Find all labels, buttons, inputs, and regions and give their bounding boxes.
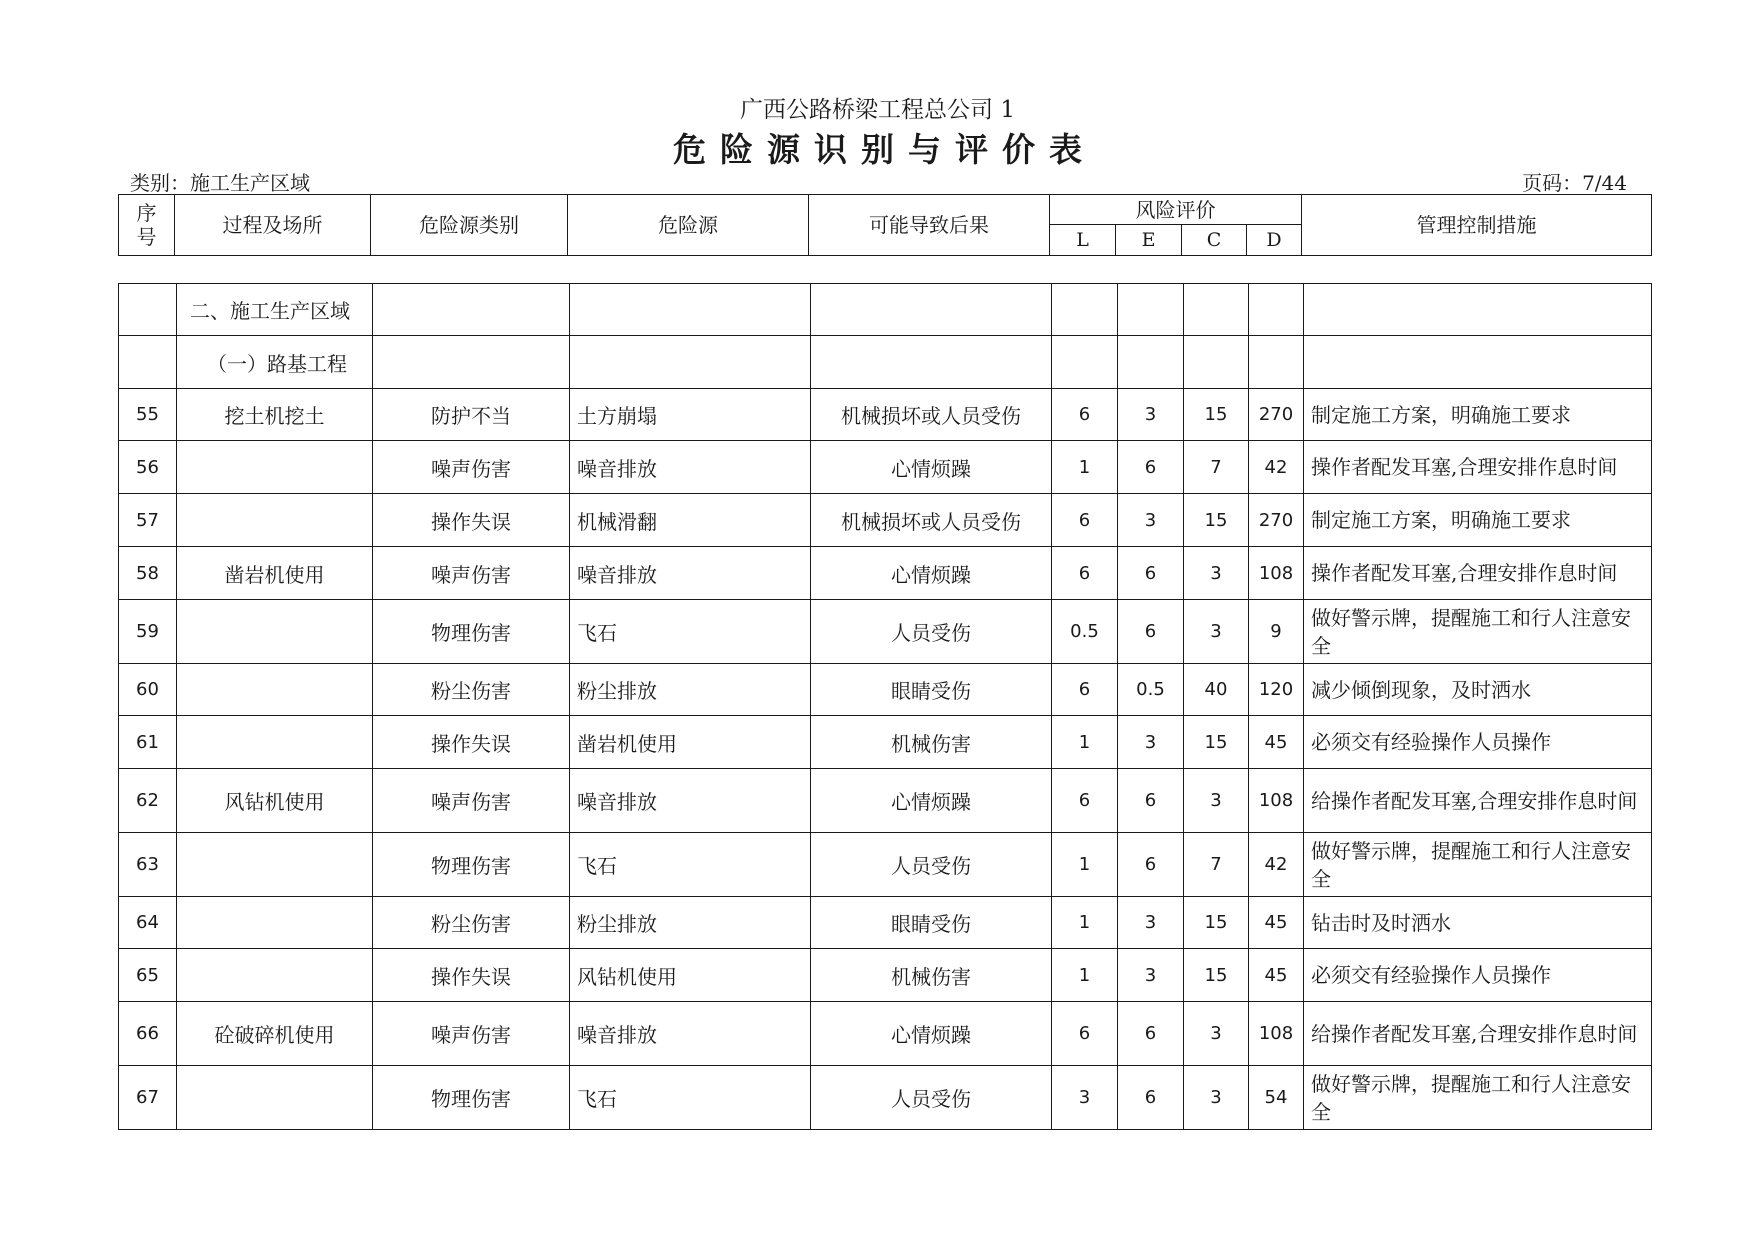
- l-value: 0.5: [1052, 600, 1118, 664]
- d-value: 108: [1249, 769, 1304, 833]
- e-value: 3: [1118, 897, 1184, 949]
- d-value: 54: [1249, 1066, 1304, 1130]
- header-c: C: [1182, 225, 1247, 256]
- d-value: 45: [1249, 716, 1304, 769]
- process-cell: [177, 441, 373, 494]
- c-value: 15: [1184, 716, 1249, 769]
- d-value: 108: [1249, 547, 1304, 600]
- hazard-cell: 机械滑翻: [570, 494, 811, 547]
- e-value: 3: [1118, 389, 1184, 441]
- measure-cell: 给操作者配发耳塞,合理安排作息时间: [1304, 769, 1652, 833]
- header-seq-line2: 号: [136, 225, 157, 249]
- hazard-cell: 噪音排放: [570, 769, 811, 833]
- subsection-title: （一）路基工程: [177, 336, 373, 389]
- consequence-cell: 机械损坏或人员受伤: [811, 389, 1052, 441]
- header-l: L: [1050, 225, 1116, 256]
- l-value: 1: [1052, 897, 1118, 949]
- header-e: E: [1116, 225, 1182, 256]
- table-row: [119, 441, 1652, 494]
- d-value: 42: [1249, 833, 1304, 897]
- hazard-cell: 飞石: [570, 1066, 811, 1130]
- consequence-cell: 机械损坏或人员受伤: [811, 494, 1052, 547]
- page-number: 页码：7/44: [1522, 171, 1627, 195]
- process-cell: [177, 1066, 373, 1130]
- consequence-cell: 心情烦躁: [811, 1002, 1052, 1066]
- table-row: [119, 769, 1652, 833]
- d-value: 270: [1249, 389, 1304, 441]
- category-label: 类别：施工生产区域: [130, 171, 310, 195]
- l-value: 1: [1052, 949, 1118, 1002]
- hazard-type-cell: 防护不当: [373, 389, 570, 441]
- d-value: 108: [1249, 1002, 1304, 1066]
- e-value: 6: [1118, 441, 1184, 494]
- row-number: 56: [119, 441, 177, 494]
- row-number: 63: [119, 833, 177, 897]
- table-row: [119, 833, 1652, 897]
- e-value: 6: [1118, 769, 1184, 833]
- process-cell: 风钻机使用: [177, 769, 373, 833]
- c-value: 40: [1184, 664, 1249, 716]
- table-row: [119, 716, 1652, 769]
- c-value: 15: [1184, 897, 1249, 949]
- measure-cell: 必须交有经验操作人员操作: [1304, 949, 1652, 1002]
- process-cell: [177, 949, 373, 1002]
- hazard-cell: 土方崩塌: [570, 389, 811, 441]
- process-cell: 挖土机挖土: [177, 389, 373, 441]
- table-row: [119, 897, 1652, 949]
- row-number: 62: [119, 769, 177, 833]
- table-row: [119, 547, 1652, 600]
- company-name: 广西公路桥梁工程总公司 1: [740, 97, 1015, 123]
- process-cell: [177, 897, 373, 949]
- table-row: [119, 1066, 1652, 1130]
- e-value: 6: [1118, 1002, 1184, 1066]
- hazard-cell: 粉尘排放: [570, 664, 811, 716]
- table-row: [119, 949, 1652, 1002]
- process-cell: [177, 716, 373, 769]
- c-value: 15: [1184, 389, 1249, 441]
- d-value: 270: [1249, 494, 1304, 547]
- l-value: 1: [1052, 833, 1118, 897]
- l-value: 6: [1052, 769, 1118, 833]
- l-value: 6: [1052, 1002, 1118, 1066]
- consequence-cell: 人员受伤: [811, 600, 1052, 664]
- header-risk: 风险评价: [1050, 195, 1302, 225]
- header-measures: 管理控制措施: [1302, 195, 1652, 256]
- hazard-cell: 噪音排放: [570, 547, 811, 600]
- header-consequence: 可能导致后果: [809, 195, 1050, 256]
- e-value: 6: [1118, 1066, 1184, 1130]
- consequence-cell: 心情烦躁: [811, 441, 1052, 494]
- hazard-type-cell: 粉尘伤害: [373, 897, 570, 949]
- row-number: 59: [119, 600, 177, 664]
- measure-cell: 做好警示牌，提醒施工和行人注意安全: [1304, 1066, 1652, 1130]
- table-row: [119, 664, 1652, 716]
- hazard-type-cell: 噪声伤害: [373, 1002, 570, 1066]
- c-value: 3: [1184, 1066, 1249, 1130]
- measure-cell: 做好警示牌，提醒施工和行人注意安全: [1304, 600, 1652, 664]
- table-row: [119, 494, 1652, 547]
- row-number: 55: [119, 389, 177, 441]
- section-title: 二、施工生产区域: [177, 284, 373, 336]
- process-cell: [177, 494, 373, 547]
- header-hazard: 危险源: [568, 195, 809, 256]
- row-number: 58: [119, 547, 177, 600]
- l-value: 1: [1052, 716, 1118, 769]
- consequence-cell: 机械伤害: [811, 716, 1052, 769]
- table-row: [119, 1002, 1652, 1066]
- hazard-cell: 凿岩机使用: [570, 716, 811, 769]
- header-seq: [119, 195, 175, 256]
- process-cell: [177, 600, 373, 664]
- document-title: 危险源识别与评价表: [673, 130, 1096, 169]
- process-cell: [177, 664, 373, 716]
- c-value: 7: [1184, 441, 1249, 494]
- hazard-type-cell: 操作失误: [373, 949, 570, 1002]
- c-value: 3: [1184, 769, 1249, 833]
- measure-cell: 操作者配发耳塞,合理安排作息时间: [1304, 441, 1652, 494]
- d-value: 120: [1249, 664, 1304, 716]
- e-value: 3: [1118, 949, 1184, 1002]
- measure-cell: 钻击时及时洒水: [1304, 897, 1652, 949]
- measure-cell: 减少倾倒现象，及时洒水: [1304, 664, 1652, 716]
- hazard-cell: 粉尘排放: [570, 897, 811, 949]
- d-value: 9: [1249, 600, 1304, 664]
- consequence-cell: 心情烦躁: [811, 547, 1052, 600]
- hazard-cell: 噪音排放: [570, 441, 811, 494]
- measure-cell: 必须交有经验操作人员操作: [1304, 716, 1652, 769]
- e-value: 6: [1118, 833, 1184, 897]
- d-value: 42: [1249, 441, 1304, 494]
- hazard-type-cell: 粉尘伤害: [373, 664, 570, 716]
- row-number: 60: [119, 664, 177, 716]
- header-process: 过程及场所: [175, 195, 371, 256]
- table-row: [119, 600, 1652, 664]
- hazard-cell: 风钻机使用: [570, 949, 811, 1002]
- l-value: 6: [1052, 547, 1118, 600]
- section-row: [119, 284, 1652, 336]
- c-value: 3: [1184, 1002, 1249, 1066]
- l-value: 3: [1052, 1066, 1118, 1130]
- e-value: 6: [1118, 547, 1184, 600]
- hazard-type-cell: 物理伤害: [373, 1066, 570, 1130]
- hazard-type-cell: 噪声伤害: [373, 547, 570, 600]
- measure-cell: 做好警示牌，提醒施工和行人注意安全: [1304, 833, 1652, 897]
- l-value: 6: [1052, 664, 1118, 716]
- measure-cell: 给操作者配发耳塞,合理安排作息时间: [1304, 1002, 1652, 1066]
- l-value: 6: [1052, 494, 1118, 547]
- table-row: [119, 389, 1652, 441]
- column-header-table: [118, 194, 1652, 256]
- e-value: 3: [1118, 494, 1184, 547]
- header-hazard-type: 危险源类别: [371, 195, 568, 256]
- hazard-cell: 噪音排放: [570, 1002, 811, 1066]
- row-number: 57: [119, 494, 177, 547]
- row-number: 65: [119, 949, 177, 1002]
- e-value: 0.5: [1118, 664, 1184, 716]
- hazard-type-cell: 物理伤害: [373, 600, 570, 664]
- l-value: 1: [1052, 441, 1118, 494]
- c-value: 15: [1184, 494, 1249, 547]
- hazard-type-cell: 物理伤害: [373, 833, 570, 897]
- consequence-cell: 心情烦躁: [811, 769, 1052, 833]
- d-value: 45: [1249, 897, 1304, 949]
- row-number: 61: [119, 716, 177, 769]
- consequence-cell: 眼睛受伤: [811, 897, 1052, 949]
- consequence-cell: 人员受伤: [811, 1066, 1052, 1130]
- hazard-type-cell: 操作失误: [373, 716, 570, 769]
- consequence-cell: 眼睛受伤: [811, 664, 1052, 716]
- hazard-type-cell: 噪声伤害: [373, 441, 570, 494]
- e-value: 3: [1118, 716, 1184, 769]
- header-d: D: [1247, 225, 1302, 256]
- measure-cell: 制定施工方案，明确施工要求: [1304, 389, 1652, 441]
- measure-cell: 制定施工方案，明确施工要求: [1304, 494, 1652, 547]
- d-value: 45: [1249, 949, 1304, 1002]
- c-value: 15: [1184, 949, 1249, 1002]
- c-value: 3: [1184, 600, 1249, 664]
- hazard-type-cell: 操作失误: [373, 494, 570, 547]
- c-value: 3: [1184, 547, 1249, 600]
- process-cell: [177, 833, 373, 897]
- row-number: 67: [119, 1066, 177, 1130]
- hazard-cell: 飞石: [570, 833, 811, 897]
- row-number: 64: [119, 897, 177, 949]
- l-value: 6: [1052, 389, 1118, 441]
- measure-cell: 操作者配发耳塞,合理安排作息时间: [1304, 547, 1652, 600]
- consequence-cell: 机械伤害: [811, 949, 1052, 1002]
- header-seq-line1: 序: [136, 201, 157, 225]
- hazard-table: [118, 283, 1652, 1130]
- consequence-cell: 人员受伤: [811, 833, 1052, 897]
- row-number: 66: [119, 1002, 177, 1066]
- subsection-row: [119, 336, 1652, 389]
- hazard-type-cell: 噪声伤害: [373, 769, 570, 833]
- hazard-cell: 飞石: [570, 600, 811, 664]
- process-cell: 砼破碎机使用: [177, 1002, 373, 1066]
- process-cell: 凿岩机使用: [177, 547, 373, 600]
- e-value: 6: [1118, 600, 1184, 664]
- c-value: 7: [1184, 833, 1249, 897]
